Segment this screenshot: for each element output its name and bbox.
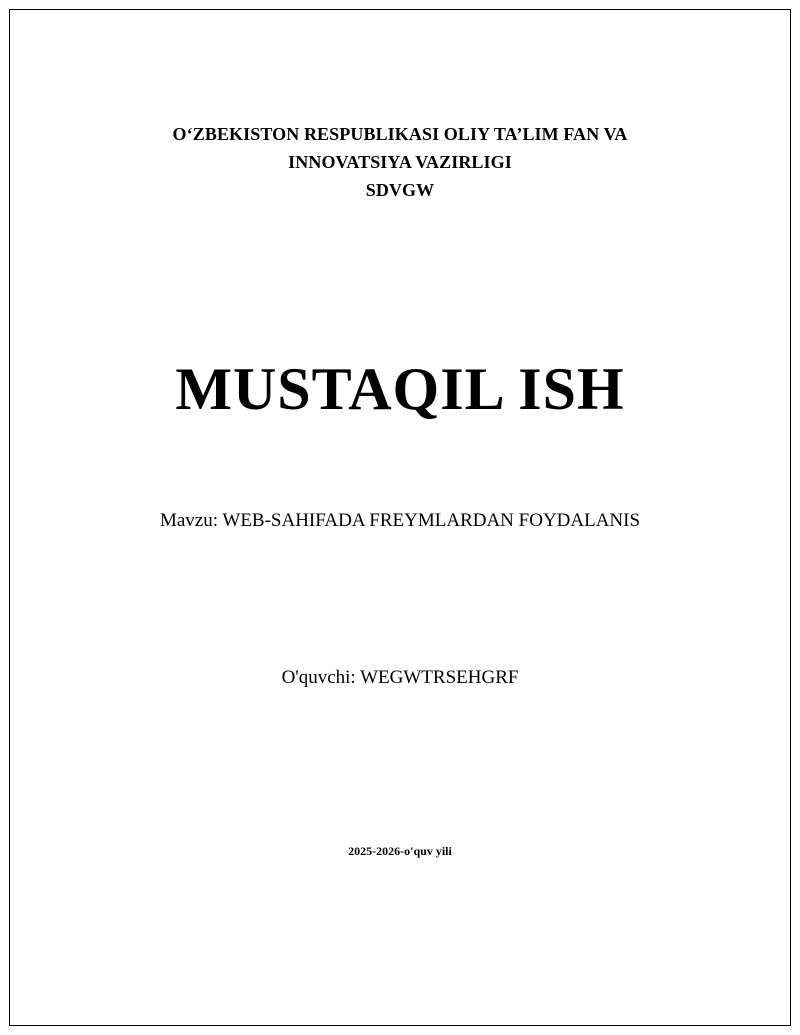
academic-year: 2025-2026-o'quv yili (348, 844, 452, 858)
title-page-content (10, 10, 790, 1025)
ministry-line-1: O‘ZBEKISTON RESPUBLIKASI OLIY TA’LIM FAN VA (172, 124, 628, 144)
ministry-line-3: SDVGW (365, 180, 435, 200)
page-title: MUSTAQIL ISH (175, 356, 625, 422)
student-line: O'quvchi: WEGWTRSEHGRF (281, 667, 519, 688)
ministry-heading (10, 120, 790, 204)
ministry-line-2: INNOVATSIYA VAZIRLIGI (288, 152, 512, 172)
subject-line: Mavzu: WEB-SAHIFADA FREYMLARDAN FOYDALANIS (159, 510, 641, 531)
